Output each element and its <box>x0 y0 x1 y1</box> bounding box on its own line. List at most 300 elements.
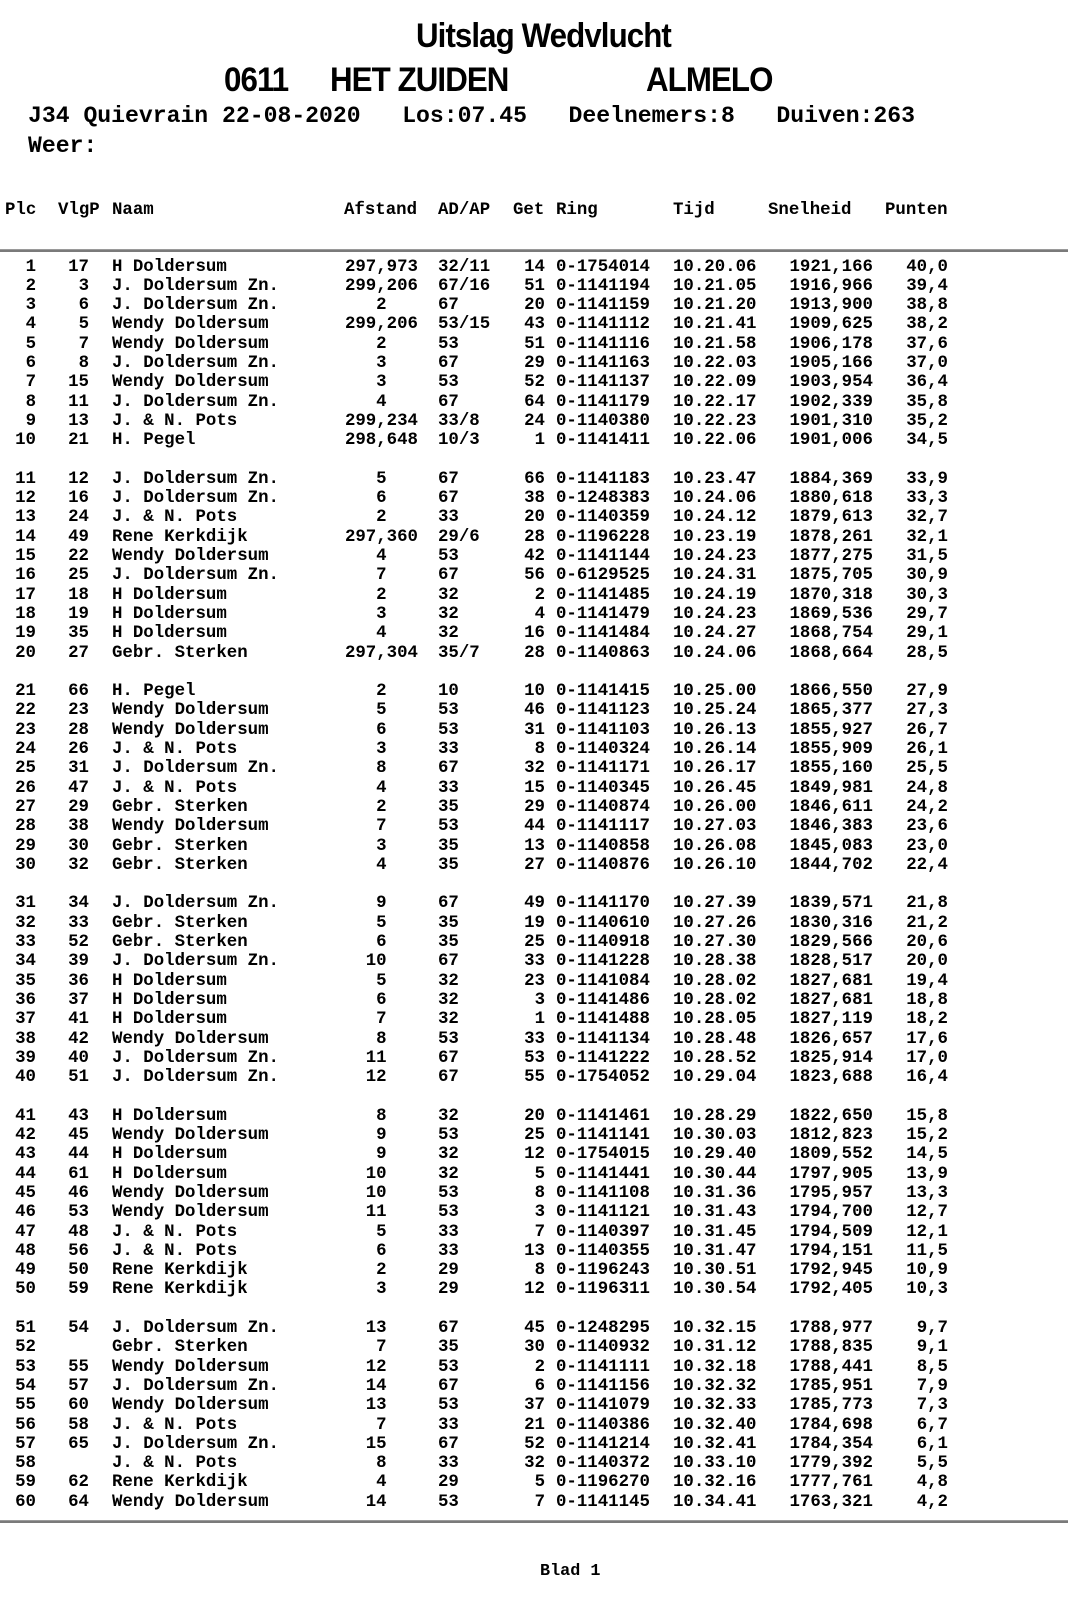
cell-vlgp: 40 <box>68 1048 89 1068</box>
cell-get: 1 <box>534 1010 545 1030</box>
cell-plc: 30 <box>15 855 36 875</box>
cell-snelheid: 1902,339 <box>789 392 873 412</box>
cell-vlgp: 11 <box>68 392 89 412</box>
cell-get: 33 <box>524 1029 545 1049</box>
table-row <box>0 586 1068 605</box>
cell-get: 4 <box>534 604 545 624</box>
cell-punten: 34,5 <box>906 431 948 451</box>
cell-punten: 39,4 <box>906 276 948 296</box>
cell-ring: 0-1248295 <box>556 1319 650 1338</box>
cell-adap: 35/7 <box>438 643 480 663</box>
cell-punten: 5,5 <box>916 1454 948 1474</box>
cell-afstand: 4 <box>376 547 387 566</box>
cell-ring: 0-1140386 <box>556 1415 650 1435</box>
cell-punten: 22,4 <box>906 855 948 875</box>
col-header-vlgp: VlgP <box>58 201 100 220</box>
cell-punten: 20,0 <box>906 952 948 972</box>
cell-get: 52 <box>524 1434 545 1454</box>
cell-snelheid: 1877,275 <box>789 547 873 566</box>
cell-ring: 0-1141179 <box>556 392 650 412</box>
cell-tijd: 10.27.39 <box>673 894 757 914</box>
col-header-get: Get <box>513 201 545 220</box>
weather-label: Weer: <box>28 133 98 159</box>
cell-afstand: 7 <box>376 817 387 837</box>
cell-afstand: 4 <box>376 1473 387 1493</box>
cell-afstand: 11 <box>365 1203 387 1223</box>
cell-tijd: 10.25.00 <box>673 682 757 702</box>
cell-plc: 4 <box>25 315 36 335</box>
cell-plc: 9 <box>25 411 36 431</box>
table-row <box>0 1416 1068 1435</box>
cell-punten: 37,0 <box>906 354 948 373</box>
cell-get: 42 <box>524 547 545 566</box>
cell-ring: 0-1141441 <box>556 1164 650 1184</box>
cell-vlgp: 28 <box>68 720 89 740</box>
cell-ring: 0-1141484 <box>556 624 650 644</box>
cell-adap: 33 <box>438 1415 459 1435</box>
table-row <box>0 779 1068 798</box>
cell-punten: 19,4 <box>906 971 948 991</box>
cell-get: 23 <box>524 971 545 991</box>
cell-punten: 38,2 <box>906 315 948 335</box>
cell-get: 29 <box>524 354 545 373</box>
cell-ring: 0-1141141 <box>556 1126 650 1145</box>
cell-snelheid: 1779,392 <box>789 1454 873 1474</box>
cell-ring: 0-1141145 <box>556 1492 650 1512</box>
cell-punten: 33,3 <box>906 489 948 509</box>
cell-snelheid: 1794,151 <box>789 1241 873 1261</box>
cell-snelheid: 1825,914 <box>789 1048 873 1068</box>
cell-punten: 17,6 <box>906 1029 948 1049</box>
cell-afstand: 7 <box>376 1415 387 1435</box>
cell-naam: Gebr. Sterken <box>112 643 248 663</box>
cell-snelheid: 1884,369 <box>789 469 873 489</box>
cell-get: 14 <box>524 257 545 277</box>
cell-punten: 26,7 <box>906 720 948 740</box>
table-row <box>0 296 1068 315</box>
cell-afstand: 297,360 <box>344 527 418 547</box>
cell-naam: Gebr. Sterken <box>112 933 248 952</box>
cell-tijd: 10.27.03 <box>673 817 757 837</box>
cell-get: 15 <box>524 778 545 798</box>
cell-vlgp: 61 <box>68 1164 89 1184</box>
table-row <box>0 991 1068 1010</box>
cell-punten: 13,9 <box>906 1164 948 1184</box>
cell-ring: 0-1141112 <box>556 315 650 335</box>
cell-tijd: 10.29.40 <box>673 1145 757 1165</box>
cell-get: 53 <box>524 1048 545 1068</box>
table-row <box>0 1473 1068 1492</box>
cell-afstand: 11 <box>365 1048 387 1068</box>
cell-naam: Wendy Doldersum <box>112 1396 269 1416</box>
cell-ring: 0-1248383 <box>556 489 650 509</box>
cell-naam: Wendy Doldersum <box>112 1357 269 1377</box>
cell-naam: H Doldersum <box>112 585 227 605</box>
cell-adap: 35 <box>438 836 459 856</box>
cell-naam: H. Pegel <box>112 682 196 702</box>
cell-naam: J. Doldersum Zn. <box>112 759 279 779</box>
cell-snelheid: 1906,178 <box>789 334 873 354</box>
cell-punten: 29,1 <box>906 624 948 644</box>
cell-tijd: 10.32.41 <box>673 1434 757 1454</box>
cell-adap: 33 <box>438 1454 459 1474</box>
cell-get: 45 <box>524 1319 545 1338</box>
cell-tijd: 10.24.12 <box>673 508 757 528</box>
cell-ring: 0-1141084 <box>556 971 650 991</box>
cell-plc: 32 <box>15 913 36 933</box>
cell-afstand: 3 <box>376 373 387 393</box>
cell-plc: 36 <box>15 990 36 1010</box>
page-number: Blad 1 <box>540 1562 601 1581</box>
cell-get: 51 <box>524 334 545 354</box>
table-row <box>0 1435 1068 1454</box>
cell-get: 27 <box>524 855 545 875</box>
table-row <box>0 412 1068 431</box>
cell-naam: Wendy Doldersum <box>112 817 269 837</box>
cell-get: 21 <box>524 1415 545 1435</box>
table-row <box>0 740 1068 759</box>
cell-ring: 0-1141103 <box>556 720 650 740</box>
cell-naam: Gebr. Sterken <box>112 1338 248 1358</box>
col-header-adap: AD/AP <box>438 201 491 220</box>
cell-ring: 0-1140324 <box>556 740 650 759</box>
cell-get: 7 <box>534 1222 545 1242</box>
cell-vlgp: 27 <box>68 643 89 663</box>
table-row <box>0 373 1068 392</box>
cell-snelheid: 1845,083 <box>789 836 873 856</box>
cell-afstand: 13 <box>365 1396 387 1416</box>
cell-punten: 21,2 <box>906 913 948 933</box>
cell-adap: 35 <box>438 933 459 952</box>
cell-adap: 33 <box>438 508 459 528</box>
cell-tijd: 10.23.47 <box>673 469 757 489</box>
cell-ring: 0-1141171 <box>556 759 650 779</box>
cell-vlgp: 16 <box>68 489 89 509</box>
birds-count: Duiven:263 <box>776 103 915 129</box>
cell-adap: 67 <box>438 1376 459 1396</box>
cell-tijd: 10.28.38 <box>673 952 757 972</box>
cell-ring: 0-1141108 <box>556 1183 650 1203</box>
flight-code: J34 <box>28 103 70 129</box>
cell-adap: 29 <box>438 1473 459 1493</box>
cell-adap: 53 <box>438 1357 459 1377</box>
cell-afstand: 2 <box>376 296 387 316</box>
cell-vlgp: 49 <box>68 527 89 547</box>
cell-vlgp: 45 <box>68 1126 89 1145</box>
cell-tijd: 10.26.14 <box>673 740 757 759</box>
cell-snelheid: 1909,625 <box>789 315 873 335</box>
table-row <box>0 1145 1068 1164</box>
cell-afstand: 7 <box>376 1338 387 1358</box>
cell-tijd: 10.20.06 <box>673 257 757 277</box>
table-row <box>0 1493 1068 1512</box>
cell-adap: 67 <box>438 392 459 412</box>
cell-vlgp: 51 <box>68 1068 89 1088</box>
cell-tijd: 10.31.12 <box>673 1338 757 1358</box>
cell-plc: 60 <box>15 1492 36 1512</box>
cell-punten: 12,1 <box>906 1222 948 1242</box>
cell-vlgp: 42 <box>68 1029 89 1049</box>
cell-get: 5 <box>534 1164 545 1184</box>
table-row <box>0 701 1068 720</box>
cell-punten: 13,3 <box>906 1183 948 1203</box>
cell-vlgp: 23 <box>68 701 89 721</box>
cell-adap: 53 <box>438 1396 459 1416</box>
cell-naam: J. Doldersum Zn. <box>112 276 279 296</box>
cell-snelheid: 1855,927 <box>789 720 873 740</box>
cell-punten: 14,5 <box>906 1145 948 1165</box>
col-header-ring: Ring <box>556 201 598 220</box>
cell-snelheid: 1827,681 <box>789 971 873 991</box>
cell-vlgp: 44 <box>68 1145 89 1165</box>
table-row <box>0 566 1068 585</box>
cell-adap: 33 <box>438 1241 459 1261</box>
cell-tijd: 10.22.17 <box>673 392 757 412</box>
table-row <box>0 798 1068 817</box>
col-header-afstand: Afstand <box>344 201 418 220</box>
cell-plc: 50 <box>15 1280 36 1300</box>
cell-get: 30 <box>524 1338 545 1358</box>
table-row <box>0 354 1068 373</box>
cell-adap: 67 <box>438 952 459 972</box>
cell-ring: 0-1141137 <box>556 373 650 393</box>
cell-plc: 5 <box>25 334 36 354</box>
cell-naam: H Doldersum <box>112 1010 227 1030</box>
cell-plc: 37 <box>15 1010 36 1030</box>
cell-naam: J. & N. Pots <box>112 411 238 431</box>
participants-count: Deelnemers:8 <box>568 103 735 129</box>
cell-ring: 0-1141183 <box>556 469 650 489</box>
cell-tijd: 10.32.16 <box>673 1473 757 1493</box>
cell-get: 8 <box>534 1261 545 1281</box>
flight-info-line <box>28 104 915 128</box>
cell-ring: 0-1141116 <box>556 334 650 354</box>
cell-ring: 0-1141079 <box>556 1396 650 1416</box>
cell-snelheid: 1788,977 <box>789 1319 873 1338</box>
table-row <box>0 644 1068 663</box>
cell-ring: 0-1140372 <box>556 1454 650 1474</box>
cell-adap: 53 <box>438 720 459 740</box>
cell-punten: 35,2 <box>906 411 948 431</box>
cell-naam: J. Doldersum Zn. <box>112 296 279 316</box>
cell-plc: 46 <box>15 1203 36 1223</box>
cell-plc: 7 <box>25 373 36 393</box>
cell-snelheid: 1797,905 <box>789 1164 873 1184</box>
cell-ring: 0-1141163 <box>556 354 650 373</box>
cell-get: 2 <box>534 1357 545 1377</box>
cell-plc: 28 <box>15 817 36 837</box>
cell-ring: 0-1141121 <box>556 1203 650 1223</box>
cell-afstand: 5 <box>376 1222 387 1242</box>
cell-get: 64 <box>524 392 545 412</box>
cell-afstand: 2 <box>376 797 387 817</box>
cell-punten: 6,1 <box>916 1434 948 1454</box>
cell-tijd: 10.32.32 <box>673 1376 757 1396</box>
cell-ring: 0-1140858 <box>556 836 650 856</box>
cell-afstand: 8 <box>376 1454 387 1474</box>
cell-punten: 4,8 <box>916 1473 948 1493</box>
cell-vlgp: 26 <box>68 740 89 759</box>
cell-tijd: 10.25.24 <box>673 701 757 721</box>
cell-punten: 24,8 <box>906 778 948 798</box>
cell-get: 13 <box>524 1241 545 1261</box>
cell-get: 7 <box>534 1492 545 1512</box>
cell-plc: 53 <box>15 1357 36 1377</box>
cell-punten: 21,8 <box>906 894 948 914</box>
cell-afstand: 8 <box>376 1029 387 1049</box>
release-time: Los:07.45 <box>402 103 527 129</box>
cell-get: 28 <box>524 643 545 663</box>
cell-naam: J. Doldersum Zn. <box>112 1068 279 1088</box>
cell-tijd: 10.22.03 <box>673 354 757 373</box>
cell-punten: 32,7 <box>906 508 948 528</box>
cell-get: 24 <box>524 411 545 431</box>
cell-adap: 67 <box>438 1048 459 1068</box>
table-row <box>0 1030 1068 1049</box>
cell-adap: 67 <box>438 1319 459 1338</box>
cell-afstand: 14 <box>365 1376 387 1396</box>
cell-plc: 29 <box>15 836 36 856</box>
cell-vlgp: 15 <box>68 373 89 393</box>
cell-tijd: 10.32.15 <box>673 1319 757 1338</box>
cell-adap: 53 <box>438 1029 459 1049</box>
club-city: ALMELO <box>646 61 773 99</box>
cell-afstand: 3 <box>376 740 387 759</box>
cell-vlgp: 46 <box>68 1183 89 1203</box>
cell-afstand: 10 <box>365 1183 387 1203</box>
cell-snelheid: 1905,166 <box>789 354 873 373</box>
cell-plc: 14 <box>15 527 36 547</box>
cell-plc: 8 <box>25 392 36 412</box>
cell-afstand: 299,206 <box>344 276 418 296</box>
cell-vlgp: 30 <box>68 836 89 856</box>
cell-afstand: 299,234 <box>344 411 418 431</box>
cell-plc: 2 <box>25 276 36 296</box>
cell-plc: 39 <box>15 1048 36 1068</box>
cell-plc: 13 <box>15 508 36 528</box>
cell-ring: 0-1141170 <box>556 894 650 914</box>
cell-ring: 0-1141123 <box>556 701 650 721</box>
cell-naam: J. Doldersum Zn. <box>112 392 279 412</box>
cell-naam: J. Doldersum Zn. <box>112 1048 279 1068</box>
table-row <box>0 1454 1068 1473</box>
cell-tijd: 10.30.44 <box>673 1164 757 1184</box>
cell-snelheid: 1792,405 <box>789 1280 873 1300</box>
cell-adap: 53 <box>438 1183 459 1203</box>
cell-get: 12 <box>524 1145 545 1165</box>
cell-plc: 22 <box>15 701 36 721</box>
cell-get: 49 <box>524 894 545 914</box>
cell-tijd: 10.24.31 <box>673 566 757 586</box>
cell-afstand: 10 <box>365 952 387 972</box>
cell-punten: 27,9 <box>906 682 948 702</box>
cell-vlgp: 6 <box>78 296 89 316</box>
cell-vlgp: 19 <box>68 604 89 624</box>
cell-snelheid: 1870,318 <box>789 585 873 605</box>
cell-afstand: 297,973 <box>344 257 418 277</box>
cell-afstand: 8 <box>376 759 387 779</box>
cell-naam: Wendy Doldersum <box>112 1492 269 1512</box>
table-row <box>0 721 1068 740</box>
cell-get: 31 <box>524 720 545 740</box>
cell-punten: 27,3 <box>906 701 948 721</box>
cell-adap: 67 <box>438 894 459 914</box>
cell-tijd: 10.21.20 <box>673 296 757 316</box>
cell-tijd: 10.31.43 <box>673 1203 757 1223</box>
cell-afstand: 9 <box>376 1145 387 1165</box>
cell-ring: 0-1754014 <box>556 257 650 277</box>
cell-adap: 32 <box>438 1106 459 1126</box>
cell-afstand: 12 <box>365 1068 387 1088</box>
cell-snelheid: 1788,835 <box>789 1338 873 1358</box>
cell-naam: H Doldersum <box>112 1164 227 1184</box>
cell-punten: 29,7 <box>906 604 948 624</box>
cell-vlgp: 38 <box>68 817 89 837</box>
club-name: HET ZUIDEN <box>330 61 509 99</box>
cell-plc: 57 <box>15 1434 36 1454</box>
cell-punten: 37,6 <box>906 334 948 354</box>
cell-vlgp: 48 <box>68 1222 89 1242</box>
cell-punten: 25,5 <box>906 759 948 779</box>
cell-plc: 21 <box>15 682 36 702</box>
cell-tijd: 10.27.30 <box>673 933 757 952</box>
cell-vlgp: 33 <box>68 913 89 933</box>
cell-naam: J. Doldersum Zn. <box>112 952 279 972</box>
cell-get: 16 <box>524 624 545 644</box>
cell-naam: J. Doldersum Zn. <box>112 894 279 914</box>
cell-plc: 49 <box>15 1261 36 1281</box>
cell-naam: J. & N. Pots <box>112 508 238 528</box>
cell-tijd: 10.28.02 <box>673 971 757 991</box>
cell-adap: 67 <box>438 296 459 316</box>
cell-punten: 32,1 <box>906 527 948 547</box>
cell-get: 5 <box>534 1473 545 1493</box>
cell-plc: 19 <box>15 624 36 644</box>
cell-naam: J. Doldersum Zn. <box>112 489 279 509</box>
table-row <box>0 856 1068 875</box>
cell-plc: 40 <box>15 1068 36 1088</box>
cell-plc: 58 <box>15 1454 36 1474</box>
cell-plc: 45 <box>15 1183 36 1203</box>
cell-afstand: 5 <box>376 971 387 991</box>
cell-tijd: 10.32.40 <box>673 1415 757 1435</box>
cell-adap: 10/3 <box>438 431 480 451</box>
cell-punten: 30,9 <box>906 566 948 586</box>
cell-snelheid: 1826,657 <box>789 1029 873 1049</box>
cell-get: 32 <box>524 759 545 779</box>
cell-snelheid: 1849,981 <box>789 778 873 798</box>
cell-naam: Gebr. Sterken <box>112 797 248 817</box>
cell-vlgp: 41 <box>68 1010 89 1030</box>
cell-afstand: 6 <box>376 990 387 1010</box>
cell-punten: 10,3 <box>906 1280 948 1300</box>
cell-snelheid: 1828,517 <box>789 952 873 972</box>
cell-get: 38 <box>524 489 545 509</box>
cell-punten: 15,8 <box>906 1106 948 1126</box>
cell-naam: Wendy Doldersum <box>112 315 269 335</box>
cell-ring: 0-1141228 <box>556 952 650 972</box>
cell-afstand: 7 <box>376 566 387 586</box>
cell-afstand: 4 <box>376 392 387 412</box>
cell-punten: 28,5 <box>906 643 948 663</box>
cell-vlgp: 57 <box>68 1376 89 1396</box>
cell-tijd: 10.22.06 <box>673 431 757 451</box>
cell-adap: 67 <box>438 1068 459 1088</box>
cell-afstand: 5 <box>376 469 387 489</box>
cell-ring: 0-1141486 <box>556 990 650 1010</box>
cell-vlgp: 37 <box>68 990 89 1010</box>
cell-snelheid: 1921,166 <box>789 257 873 277</box>
